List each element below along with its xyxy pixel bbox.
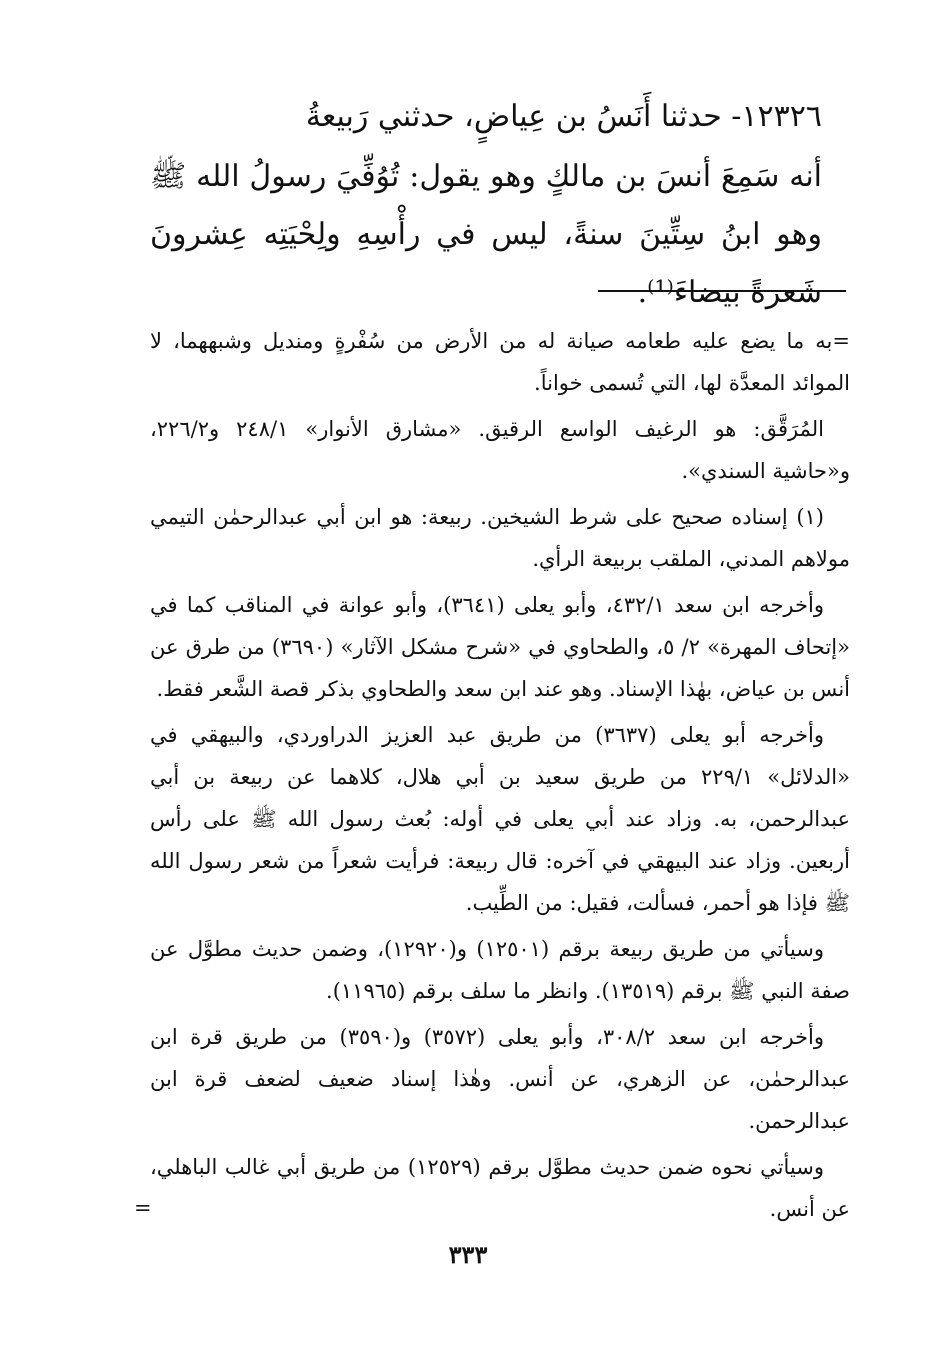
footnote-continuation: =به ما يضع عليه طعامه صيانة له من الأرض من سُفْرةٍ ومنديل وشبههما، لا الموائد المعدَّة لها، التي تُسمى خواناً.	[150, 329, 850, 395]
footnote-paragraph: وأخرجه ابن سعد ٣٠٨/٢، وأبو يعلى (٣٥٧٢) و(٣٥٩٠) من طريق قرة ابن عبدالرحمٰن، عن الزهري، عن أنس. وهٰذا إسناد ضعيف لضعف قرة ابن عبدالرحمن.	[150, 1025, 850, 1133]
hadith-heading: ١٢٣٢٦- حدثنا أَنَسُ بن عِياضٍ، حدثني رَبيعةُ	[305, 99, 822, 134]
hadith-block	[150, 88, 822, 322]
footnote-separator	[598, 290, 846, 292]
footnote-definition: المُرَقَّق: هو الرغيف الواسع الرقيق. «مشارق الأنوار» ٢٤٨/١ و٢٢٦/٢، و«حاشية السندي».	[150, 417, 850, 483]
hadith-text: أنه سَمِعَ أنسَ بن مالكٍ وهو يقول: تُوُفِّيَ رسولُ الله ﷺ وهو ابنُ سِتِّينَ سنةً، ليس في رأْسِهِ ولِحْيَتِه عِشرونَ شَعرةً بيضاءَ⁽¹⁾.	[150, 159, 823, 310]
footnote-paragraph: وأخرجه ابن سعد ٤٣٢/١، وأبو يعلى (٣٦٤١)، وأبو عوانة في المناقب كما في «إتحاف المهرة» ٢/ ٥، والطحاوي في «شرح مشكل الآثار» (٣٦٩٠) من طرق عن أنس بن عياض، بهٰذا الإسناد. وهو عند ابن سعد والطحاوي بذكر قصة الشَّعر فقط.	[150, 593, 850, 701]
footnote-paragraph: وسيأتي نحوه ضمن حديث مطوَّل برقم (١٢٥٢٩) من طريق أبي غالب الباهلي، عن أنس.	[150, 1155, 850, 1221]
continuation-mark: =	[134, 1196, 152, 1220]
footnotes	[150, 320, 850, 1234]
footnote-paragraph: وسيأتي من طريق ربيعة برقم (١٢٥٠١) و(١٢٩٢٠)، وضمن حديث مطوَّل عن صفة النبي ﷺ برقم (١٣٥١٩). وانظر ما سلف برقم (١١٩٦٥).	[150, 937, 850, 1003]
page-number: ٣٣٣	[448, 1240, 488, 1269]
footnote-1: (١) إسناده صحيح على شرط الشيخين. ربيعة: هو ابن أبي عبدالرحمٰن التيمي مولاهم المدني، الملقب بربيعة الرأي.	[150, 505, 850, 571]
footnote-paragraph: وأخرجه أبو يعلى (٣٦٣٧) من طريق عبد العزيز الدراوردي، والبيهقي في «الدلائل» ٢٢٩/١ من طريق سعيد بن أبي هلال، كلاهما عن ربيعة بن أبي عبدالرحمن، به. وزاد عند أبي يعلى في أوله: بُعث رسول الله ﷺ على رأس أربعين. وزاد عند البيهقي في آخره: قال ربيعة: فرأيت شعراً من شعر رسول الله ﷺ فإذا هو أحمر، فسألت، فقيل: من الطِّيب.	[150, 723, 850, 915]
